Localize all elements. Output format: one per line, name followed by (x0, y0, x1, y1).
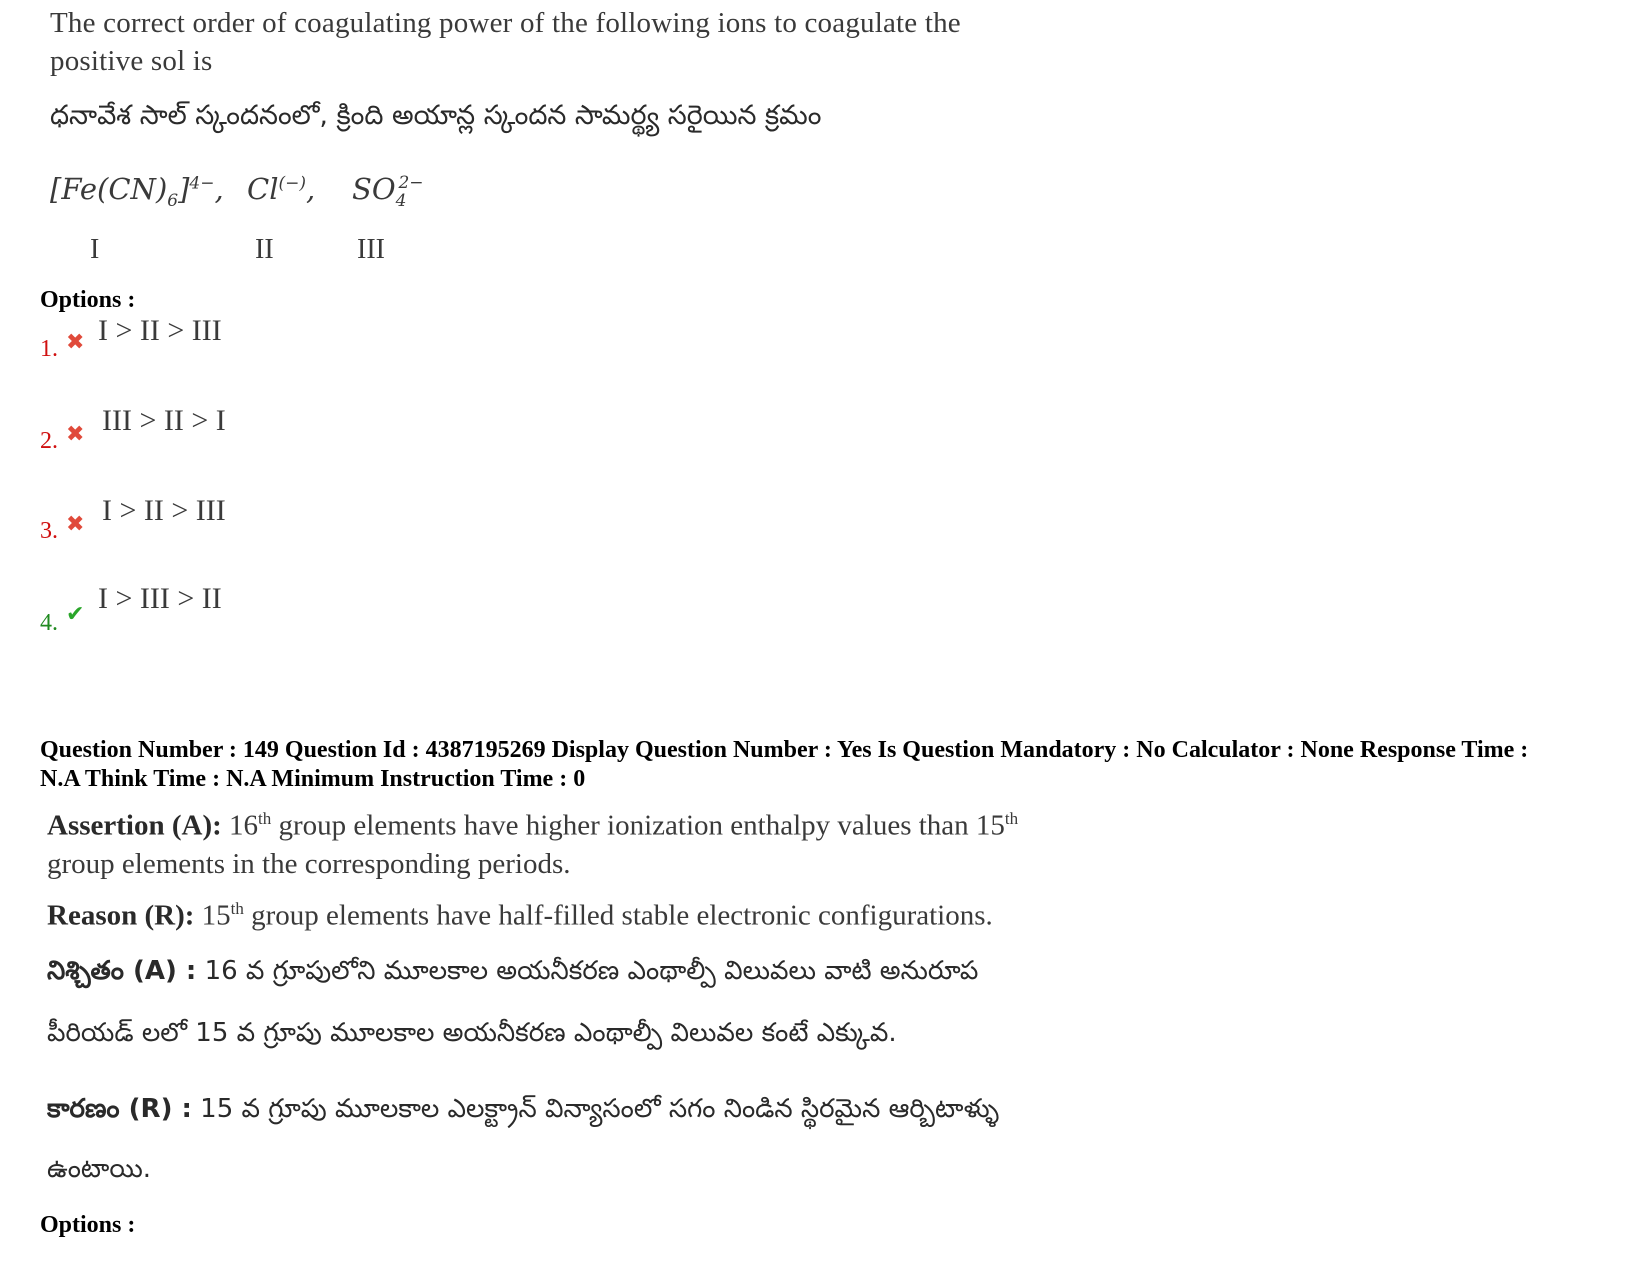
option-number: 4. (40, 610, 58, 636)
reason-label: Reason (R): (47, 899, 195, 932)
option-number: 2. (40, 428, 58, 454)
question-stem-line2: positive sol is (50, 45, 213, 77)
option-text: I > II > III (102, 494, 226, 527)
option-text: I > II > III (98, 314, 222, 347)
roman-label-2: II (255, 234, 274, 265)
question-stem-telugu: ధనావేశ సాల్ స్కందనంలో, క్రింది అయాన్ల స్కందన సామర్థ్య సరైయిన క్రమం (50, 100, 822, 131)
option-text: I > III > II (98, 582, 222, 615)
question-meta-line2: N.A Think Time : N.A Minimum Instruction Time : 0 (40, 766, 586, 792)
reason-text: group elements have half-filled stable electronic configurations. (251, 899, 993, 932)
question-meta-line1: Question Number : 149 Question Id : 4387195269 Display Question Number : Yes Is Question Mandatory : No Calculator : None Response Time : (40, 737, 1529, 763)
reason-english (47, 890, 1147, 935)
assertion-telugu-line1 (47, 956, 978, 992)
ion-sulfate: $SO_4^{2-}$ (352, 172, 424, 211)
assertion-line2: group elements in the corresponding periods. (47, 847, 571, 880)
assertion-sup2: th (1004, 809, 1019, 828)
option-2[interactable] (40, 404, 440, 470)
reason-sup: th (230, 899, 244, 918)
option-text: III > II > I (102, 404, 226, 437)
options-heading-2: Options : (40, 1212, 136, 1238)
assertion-number: 16 (229, 809, 259, 842)
assertion-sup: th (258, 809, 272, 828)
reason-number: 15 (201, 899, 231, 932)
options-heading: Options : (40, 287, 136, 313)
assertion-telugu-text1: 16 వ గ్రూపులోని మూలకాల అయనీకరణ ఎంథాల్పీ విలువలు వాటి అనురూప (204, 956, 979, 986)
option-number: 1. (40, 336, 58, 362)
assertion-telugu-line2: పీరియడ్ లలో 15 వ గ్రూపు మూలకాల అయనీకరణ ఎంథాల్పీ విలువల కంటే ఎక్కువ. (47, 1018, 897, 1048)
wrong-icon: ✖ (66, 512, 85, 537)
roman-label-3: III (357, 234, 385, 265)
question-meta (40, 736, 1630, 794)
reason-telugu-label: కారణం (R) : (47, 1094, 192, 1124)
assertion-text: group elements have higher ionization enthalpy values than 15 (278, 809, 1005, 842)
reason-telugu-line1 (47, 1094, 999, 1130)
question-stem-english (50, 4, 1140, 80)
option-3[interactable] (40, 494, 440, 562)
option-1[interactable] (40, 314, 440, 378)
roman-label-1: I (90, 234, 100, 265)
ion-chloride: Cl(−), (247, 172, 316, 206)
reason-telugu-text1: 15 వ గ్రూపు మూలకాల ఎలక్ట్రాన్ విన్యాసంలో సగం నిండిన స్థిరమైన ఆర్బిటాళ్ళు (200, 1094, 1000, 1124)
assertion-telugu-label: నిశ్చితం (A) : (47, 956, 197, 986)
ion-ferrocyanide: $[Fe(CN)_6]^{4-}$, (50, 172, 224, 211)
reason-telugu-line2: ఉంటాయి. (47, 1154, 152, 1184)
assertion-label: Assertion (A): (47, 809, 222, 842)
option-4[interactable] (40, 582, 440, 652)
wrong-icon: ✖ (66, 330, 85, 355)
option-number: 3. (40, 518, 58, 544)
check-icon: ✔ (66, 602, 85, 627)
wrong-icon: ✖ (66, 422, 85, 447)
assertion-english (47, 800, 1147, 883)
question-stem-line1: The correct order of coagulating power of the following ions to coagulate the (50, 7, 961, 39)
